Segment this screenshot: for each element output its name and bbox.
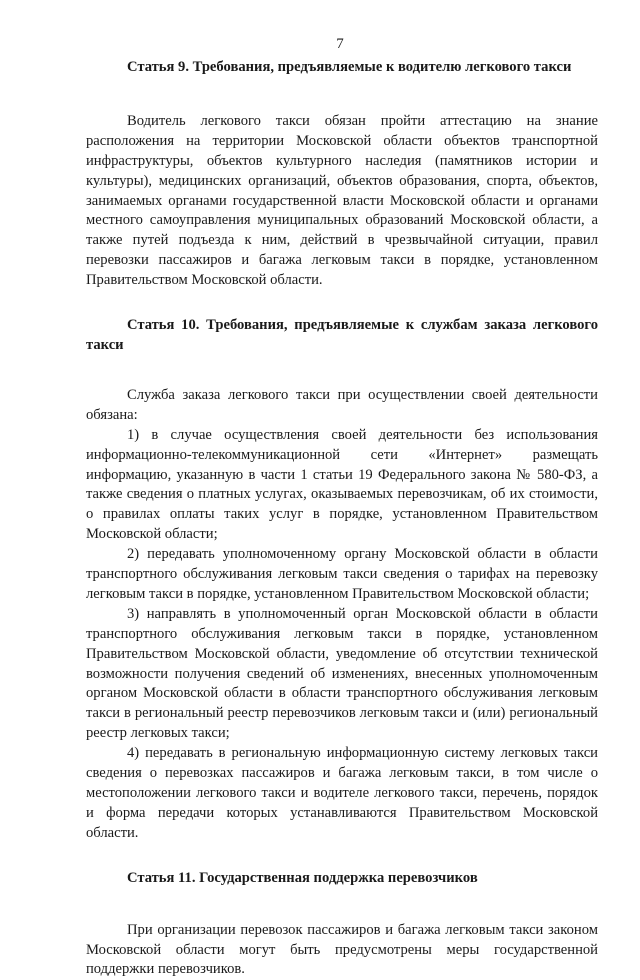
article-10-item-4: 4) передавать в региональную информационную систему легковых такси сведения о перевозках пассажиров и багажа легковым такси, в том числе о местоположении легкового такси и водителе легкового такси, перечень, порядок и форма передачи которых устанавливаются Правительством Московской области. — [86, 745, 598, 841]
article-9-text: Водитель легкового такси обязан пройти аттестацию на знание расположения на территории Московской области объектов транспортной инфраструктуры, объектов культурного наследия (памятников истории и культуры), медицинских организаций, объектов образования, спорта, объектов, занимаемых органами государственной власти Московской области и органами местного самоуправления муниципальных образований Московской области, а также путей подъезда к ним, действий в чрезвычайной ситуации, правил перевозки пассажиров и багажа легковым такси в порядке, установленном Правительством Московской области. — [86, 112, 598, 289]
page-number: 7 — [336, 36, 344, 52]
article-10-item-2: 2) передавать уполномоченному органу Московской области в области транспортного обслуживания легковым такси сведения о тарифах на перевозку легковым такси в порядке, установленном Правительством Московской области; — [86, 546, 598, 602]
article-11-text: При организации перевозок пассажиров и багажа легковым такси законом Московской области могут быть предусмотрены меры государственной поддержки перевозчиков. — [86, 921, 598, 978]
article-9-title: Статья 9. Требования, предъявляемые к водителю легкового такси — [127, 59, 572, 75]
article-10-item-1: 1) в случае осуществления своей деятельности без использования информационно-телекоммуникационной сети «Интернет» размещать информацию, указанную в части 1 статьи 19 Федерального закона № 580-ФЗ, а также сведения о платных услугах, оказываемых перевозчикам, об их стоимости, о правилах оплаты таких услуг в порядке, установленном Правительством Московской области; — [86, 426, 598, 543]
article-10-item-3: 3) направлять в уполномоченный орган Московской области в области транспортного обслуживания легковым такси в порядке, установленном Правительством Московской области, уведомление об отсутствии технической возможности получения сведений об изменениях, внесенных уполномоченным органом Московской области в области транспортного обслуживания легковым такси в региональный реестр перевозчиков легковым такси и (или) региональный реестр легковых такси; — [86, 605, 598, 742]
article-10-intro: Служба заказа легкового такси при осуществлении своей деятельности обязана: — [86, 386, 598, 423]
document-body — [86, 58, 598, 980]
article-11-title: Статья 11. Государственная поддержка перевозчиков — [127, 869, 478, 886]
article-10-title: Статья 10. Требования, предъявляемые к службам заказа легкового такси — [86, 317, 598, 353]
